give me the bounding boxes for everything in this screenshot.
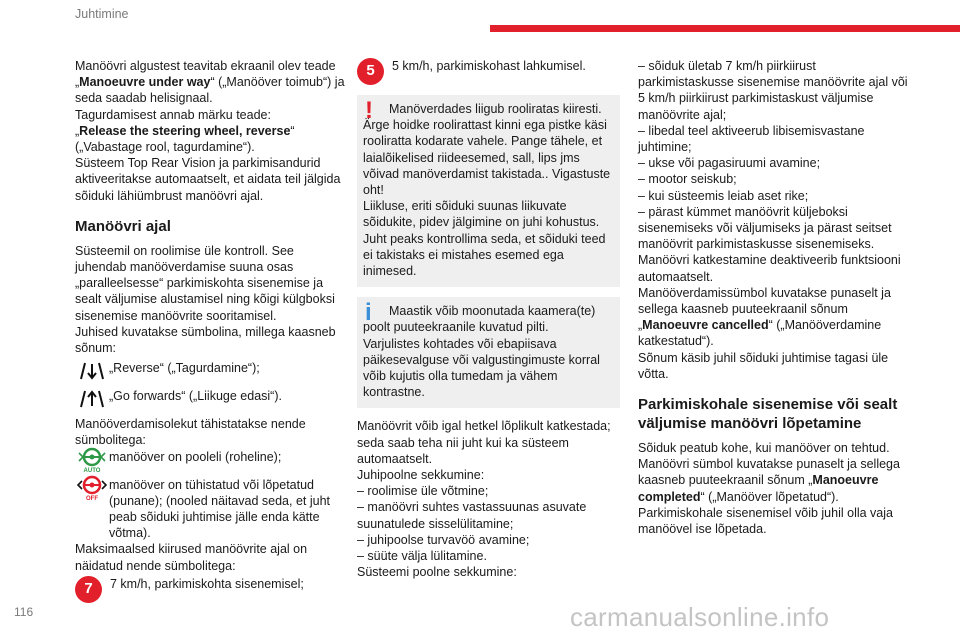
paragraph-manoeuvre-complete: Sõiduk peatub kohe, kui manööver on tehtud. Manöövri sümbol kuvatakse punaselt ja sellega kaasneb puuteekraanil sõnum „Manoeuvre completed“ („Manööver lõpetatud“). Parkimiskohale sisenemisel võib juhil olla vaja manöövel ise lõpetada. <box>638 441 900 537</box>
page-number: 116 <box>14 605 34 619</box>
heading-manoeuvre-end: Parkimiskohale sisenemise või sealt väljumise manöövri lõpetamine <box>638 396 898 433</box>
paragraph-status-symbols: Manööverdamisolekut tähistatakse nende sümbolitega: <box>75 417 306 448</box>
speed-row-7: 7 7 km/h, parkimiskohta sisenemisel; <box>75 576 345 603</box>
off-steering-icon <box>75 477 109 499</box>
symbol-row-auto: AUTO manööver on pooleli (roheline); <box>75 449 345 471</box>
warning-box: ! Manöverdades liigub rooliratas kiiresti. Ärge hoidke roolirattast kinni ega pistke käsi rooliratta kodarate vahele. Pange tähele, et laialõikelised riideesemed, sall, lips jms võivad manöverdamist takistada.. Vigastuste oht! Liikluse, eriti sõiduki suunas liikuvate sõidukite, pidev jälgimine on juhi kohustus. Juht peaks kontrollima seda, et sõiduki teed ei takistaks ei mistahes esemed ega inimesed. <box>357 95 620 287</box>
header-accent-bar <box>490 25 960 32</box>
paragraph-max-speeds: Maksimaalsed kiirused manöövrite ajal on näidatud nende sümbolitega: <box>75 542 308 573</box>
paragraph-manoeuvre-start: Manöövri algustest teavitab ekraanil olev teade „Manoeuvre under way“ („Manööver toimub“) ja seda saadab helisignaal. <box>75 59 345 106</box>
svg-text:AUTO: AUTO <box>83 467 101 473</box>
chapter-title: Juhtimine <box>75 7 129 21</box>
symbol-row-reverse: „Reverse“ („Tagurdamine“); <box>75 360 345 382</box>
column-1 <box>75 58 345 609</box>
symbol-row-off: OFF manööver on tühistatud või lõpetatud (punane); (nooled näitavad seda, et juht peab sõiduki juhtimise jälle enda kätte võtma). <box>75 477 345 542</box>
watermark: carmanualsonline.info <box>570 602 830 632</box>
svg-text:OFF: OFF <box>86 495 98 501</box>
speed-5-badge: 5 <box>357 58 384 85</box>
auto-steering-icon <box>75 449 109 471</box>
paragraph-steering-control: Süsteemil on roolimise üle kontroll. See juhendab manööverdamise suuna osas „paralleelsesse“ parkimiskohta sisenemise ja sealt väljumise alustamisel ning kõigi külgboksi sisenemise manöövrite sooritamisel. Juhised kuvatakse sümbolina, millega kaasneb sõnum: <box>75 243 336 356</box>
column-2 <box>357 58 620 580</box>
paragraph-interruption: Manöövrit võib igal hetkel lõplikult katkestada; seda saab teha nii juht kui ka süsteem automaatselt. Juhipoolne sekkumine: – roolimise üle võtmine; – manöövri suhtes vastassuunas asuvate suunatulede sisselülitamine; – juhipoolse turvavöö avamine; – süüte välja lülitamine. Süsteemi poolne sekkumine: <box>357 419 611 580</box>
heading-during-manoeuvre: Manöövri ajal <box>75 217 171 235</box>
warning-exclamation-icon: ! <box>365 97 373 124</box>
info-icon: i <box>365 299 372 327</box>
paragraph-system-interruption: – sõiduk ületab 7 km/h piirkiirust parkimistaskusse sisenemise manöövrite ajal või 5 km/h piirkiirust parkimistaskust väljumise manöövrite ajal; – libedal teel aktiveerub libisemisvastane juhtimine; – ukse või pagasiruumi avamine; – mootor seiskub; – kui süsteemis leiab aset rike; – pärast kümmet manöövrit küljeboksi sisenemiseks või väljumiseks ja pärast seitset manöövrit parkimistaskusse sisenemiseks. Manöövri katkestamine deaktiveerib funktsiooni automaatselt. Manööverdamissümbol kuvatakse punaselt ja sellega kaasneb puuteekraanil sõnum „Manoeuvre cancelled“ („Manööverdamine katkestatud“). Sõnum käsib juhil sõiduki juhtimise tagasi üle võtta. <box>638 59 908 381</box>
forward-arrow-icon <box>75 388 109 410</box>
paragraph-reverse-message: Tagurdamisest annab märku teade: „Release the steering wheel, reverse“ („Vabastage rool, tagurdamine“). Süsteem Top Rear Vision ja parkimisandurid aktiveeritakse automaatselt, et aidata teil jälgida sõiduki lähiümbrust manöövri ajal. <box>75 107 341 203</box>
symbol-row-forward: „Go forwards“ („Liikuge edasi“). <box>75 388 345 410</box>
speed-row-5: 5 5 km/h, parkimiskohast lahkumisel. <box>357 58 620 85</box>
speed-7-badge: 7 <box>75 576 102 603</box>
info-box: i Maastik võib moonutada kaamera(te) poolt puuteekraanile kuvatud pilti. Varjulistes kohtades või ebapiisava päikesevalguse või valgustingimuste korral võib kujutis olla tumedam ja vähem kontrastne. <box>357 297 620 408</box>
reverse-arrow-icon <box>75 360 109 382</box>
column-3 <box>638 58 908 537</box>
